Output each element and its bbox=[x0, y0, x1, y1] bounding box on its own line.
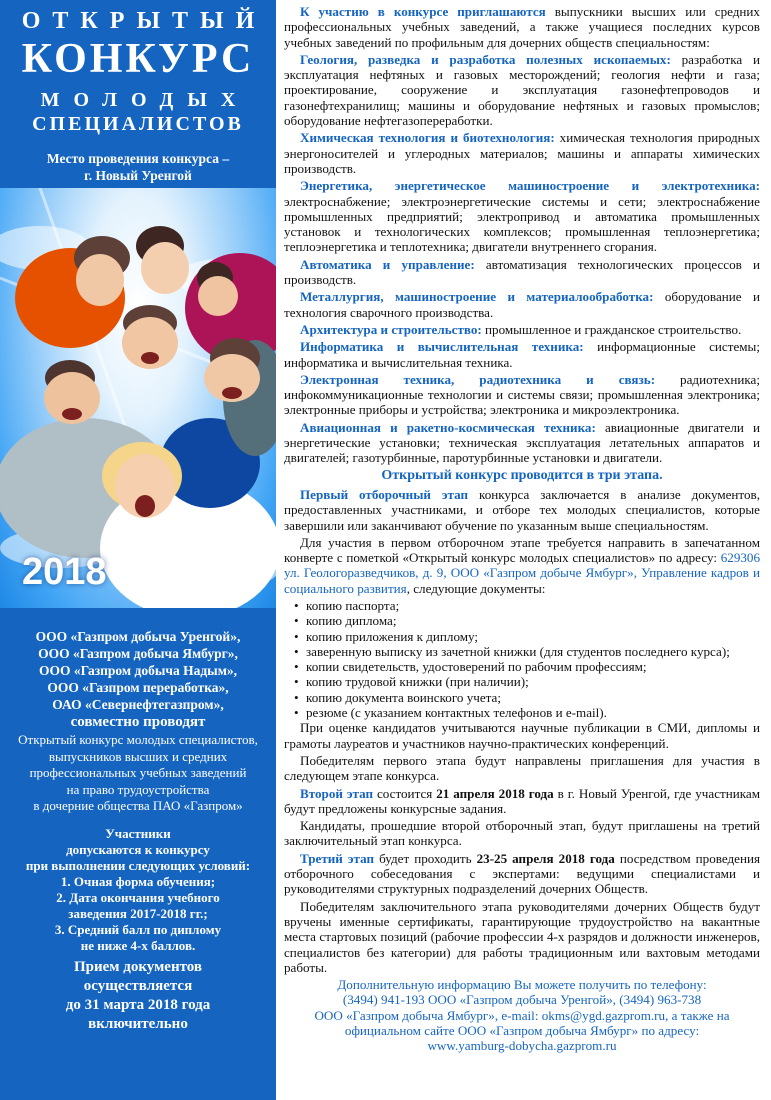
title-line-4: СПЕЦИАЛИСТОВ bbox=[32, 113, 244, 135]
contacts bbox=[284, 977, 760, 1053]
left-panel bbox=[0, 0, 276, 1100]
specialty-text: разработка и эксплуатация нефтяных и газовых месторождений; геология нефти и газа; проектирование, сооружение и эксплуатация газонефтепроводов и газонефтехранилищ; машины и оборудование нефтяных и газовых промыслов; оборудование нефтегазопереработки. bbox=[284, 51, 760, 129]
title-line-3: МОЛОДЫХ bbox=[40, 89, 250, 111]
deadline-line-4: включительно bbox=[88, 1016, 188, 1032]
list-item: • копию трудовой книжки (при наличии); bbox=[306, 674, 760, 689]
list-item: • резюме (с указанием контактных телефонов и e-mail). bbox=[306, 705, 760, 720]
condition-line-1: Участники bbox=[105, 826, 171, 841]
list-item: • копию приложения к диплому; bbox=[306, 629, 760, 644]
stage1-docs-paragraph bbox=[284, 535, 760, 596]
specialty-informatics bbox=[284, 339, 760, 370]
stage3-lead: Третий этап bbox=[300, 850, 375, 866]
venue-line-2: г. Новый Уренгой bbox=[84, 168, 192, 183]
purpose-line-4: на право трудоустройства bbox=[66, 781, 210, 797]
list-item: • копии свидетельств, удостоверений по рабочим профессиям; bbox=[306, 659, 760, 674]
website-link[interactable]: www.yamburg-dobycha.gazprom.ru bbox=[427, 1038, 617, 1054]
condition-line-7: 3. Средний балл по диплому bbox=[54, 922, 222, 937]
org-4: ООО «Газпром переработка», bbox=[47, 680, 229, 695]
specialty-head: Химическая технология и биотехнология: bbox=[300, 130, 555, 146]
specialty-geology bbox=[284, 52, 760, 128]
specialty-text: информационные системы; информатика и вычислительная техника. bbox=[284, 339, 760, 370]
specialty-head: Информатика и вычислительная техника: bbox=[300, 339, 584, 355]
intro-paragraph bbox=[284, 4, 760, 50]
specialty-electronics bbox=[284, 372, 760, 418]
specialty-text: промышленное и гражданское строительство. bbox=[481, 321, 742, 337]
condition-line-2: допускаются к конкурсу bbox=[66, 842, 210, 857]
list-item: • копию паспорта; bbox=[306, 598, 760, 613]
org-2: ООО «Газпром добыча Ямбург», bbox=[38, 646, 238, 661]
specialty-text: оборудование и технология сварочного производства. bbox=[284, 289, 761, 320]
stage2-lead: Второй этап bbox=[300, 785, 374, 801]
specialty-text: химическая технология природных энергоносителей и углеродных материалов; машины и аппараты химических производств. bbox=[284, 130, 761, 176]
stage3-paragraph bbox=[284, 851, 760, 897]
intro-lead: К участию в конкурсе приглашаются bbox=[300, 4, 546, 19]
condition-line-3: при выполнении следующих условий: bbox=[25, 858, 251, 873]
organizers bbox=[0, 628, 276, 815]
stage3-pre: будет проходить bbox=[374, 850, 477, 866]
specialty-head: Архитектура и строительство: bbox=[300, 321, 482, 337]
specialty-head: Металлургия, машиностроение и материалообработка: bbox=[300, 289, 654, 305]
title-line-1: ОТКРЫТЫЙ bbox=[21, 8, 267, 34]
condition-line-4: 1. Очная форма обучения; bbox=[60, 874, 216, 889]
specialty-head: Геология, разведка и разработка полезных ископаемых: bbox=[300, 51, 671, 67]
stages-title: Открытый конкурс проводится в три этапа. bbox=[381, 467, 663, 483]
list-item: • копию диплома; bbox=[306, 613, 760, 628]
contacts-line-4: официальном сайте ООО «Газпром добыча Ямбург» по адресу: bbox=[344, 1023, 700, 1038]
stage2-paragraph bbox=[284, 786, 760, 817]
stage2-pre: состоится bbox=[373, 785, 437, 801]
deadline-line-1: Прием документов bbox=[73, 959, 202, 975]
stage1-lead: Первый отборочный этап bbox=[300, 486, 469, 502]
specialty-text: автоматизация технологических процессов и производств. bbox=[284, 256, 760, 288]
purpose-line-5: в дочерние общества ПАО «Газпром» bbox=[33, 798, 243, 813]
specialty-head: Энергетика, энергетическое машиностроение и электротехника: bbox=[300, 178, 760, 194]
deadline-line-3: до 31 марта 2018 года bbox=[65, 997, 211, 1013]
specialty-aviation bbox=[284, 420, 760, 466]
specialty-chemistry bbox=[284, 130, 760, 176]
stage2-post: в г. Новый Уренгой, где участникам будут предложены конкурсные задания. bbox=[284, 785, 760, 816]
org-5: ОАО «Севернефтегазпром», bbox=[52, 697, 224, 712]
deadline bbox=[0, 958, 276, 1034]
right-column bbox=[284, 4, 760, 1054]
specialty-automation bbox=[284, 257, 760, 288]
purpose-line-2: выпускников высших и средних bbox=[48, 748, 228, 764]
intro-text: выпускники высших или средних профессиональных учебных заведений, а также учащиеся последних курсов учебных заведений по профильным для дочерних обществ специальностям: bbox=[284, 4, 760, 50]
documents-list bbox=[284, 598, 760, 720]
group-photo-illustration bbox=[0, 188, 276, 608]
contacts-line-2: (3494) 941-193 ООО «Газпром добыча Уренгой», (3494) 963-738 bbox=[342, 992, 702, 1008]
contacts-line-3[interactable]: ООО «Газпром добыча Ямбург», e-mail: okms@ygd.gazprom.ru, а также на bbox=[314, 1007, 730, 1023]
stage1-text: конкурса заключается в анализе документов, предоставленных участниками, и отборе тех молодых специалистов, которые завершили или заканчивают обучение по указанным выше специальностям. bbox=[284, 486, 760, 533]
stage2-date: 21 апреля 2018 года bbox=[436, 785, 554, 801]
title-line-2: КОНКУРС bbox=[21, 36, 255, 82]
participation-conditions bbox=[0, 826, 276, 954]
stage3-post: посредством проведения отборочного собеседования с экспертами: ведущими специалистами и руководителями структурных подразделений дочерних Обществ. bbox=[284, 850, 760, 897]
contacts-line-1: Дополнительную информацию Вы можете получить по телефону: bbox=[337, 977, 707, 993]
venue-line-1: Место проведения конкурса – bbox=[46, 151, 230, 166]
deadline-line-2: осуществляется bbox=[83, 978, 193, 994]
specialty-head: Электронная техника, радиотехника и связь: bbox=[300, 371, 656, 387]
purpose-line-3: профессиональных учебных заведений bbox=[29, 765, 247, 780]
specialty-head: Авиационная и ракетно-космическая техника: bbox=[300, 419, 596, 435]
condition-line-8: не ниже 4-х баллов. bbox=[80, 938, 196, 953]
winners1-paragraph: Победителям первого этапа будут направлены приглашения для участия в следующем этапе конкурса. bbox=[284, 752, 760, 784]
org-3: ООО «Газпром добыча Надым», bbox=[38, 663, 238, 678]
org-1: ООО «Газпром добыча Уренгой», bbox=[35, 629, 241, 644]
stage1-docs-post: , следующие документы: bbox=[406, 580, 546, 596]
stage1-paragraph bbox=[284, 487, 760, 533]
specialty-energy bbox=[284, 178, 760, 254]
specialty-text: авиационные двигатели и энергетические установки; техническая эксплуатация летательных аппаратов и двигателей; газотурбинные, паротурбинные установки и двигатели. bbox=[284, 419, 760, 466]
jointly-label: совместно проводят bbox=[70, 714, 206, 730]
specialty-text: электроснабжение; электроэнергетические системы и сети; электроснабжение промышленных предприятий; электропривод и автоматика промышленных установок и технологических комплексов; промышленная теплоэнергетика; теплоэнергетика и теплотехника; двигатели внутреннего сгорания. bbox=[284, 193, 760, 255]
year-label: 2018 bbox=[22, 551, 107, 593]
mailing-address: 629306 ул. Геологоразведчиков, д. 9, ООО «Газпром добыче Ямбург», Управление кадров и социального развития bbox=[284, 550, 760, 596]
venue bbox=[0, 150, 276, 184]
stage1-docs-pre: Для участия в первом отборочном этапе требуется направить в запечатанном конверте с пометкой «Открытый конкурс молодых специалистов» по адресу: bbox=[284, 534, 760, 566]
list-item: • копию документа воинского учета; bbox=[306, 690, 760, 705]
list-item: • заверенную выписку из зачетной книжки (для студентов последнего курса); bbox=[306, 644, 760, 659]
stage3-date: 23-25 апреля 2018 года bbox=[476, 850, 615, 866]
purpose-line-1: Открытый конкурс молодых специалистов, bbox=[18, 732, 258, 747]
specialty-text: радиотехника; инфокоммуникационные технологии и системы связи; промышленная электроника; электронные приборы и устройства; электроника и микроэлектроника. bbox=[284, 371, 760, 418]
condition-line-5: 2. Дата окончания учебного bbox=[56, 890, 220, 905]
condition-line-6: заведения 2017-2018 гг.; bbox=[68, 906, 208, 921]
stage2-pass-paragraph: Кандидаты, прошедшие второй отборочный этап, будут приглашены на третий заключительный этап конкурса. bbox=[284, 818, 760, 849]
specialty-architecture bbox=[284, 322, 760, 337]
specialty-head: Автоматика и управление: bbox=[300, 256, 475, 272]
group-photo bbox=[0, 188, 276, 608]
final-paragraph: Победителям заключительного этапа руководителями дочерних Обществ будут вручены именные сертификаты, гарантирующие трудоустройство на вакантные места стартовых позиций (рабочие профессии 4-х разрядов и должности инженеров, специалистов без категории) для работы традиционным или вахтовым методами работы. bbox=[284, 898, 760, 975]
specialty-metallurgy bbox=[284, 289, 760, 320]
evaluation-paragraph: При оценке кандидатов учитываются научные публикации в СМИ, дипломы и грамоты лауреатов и участников научно-практических конференций. bbox=[284, 720, 760, 751]
